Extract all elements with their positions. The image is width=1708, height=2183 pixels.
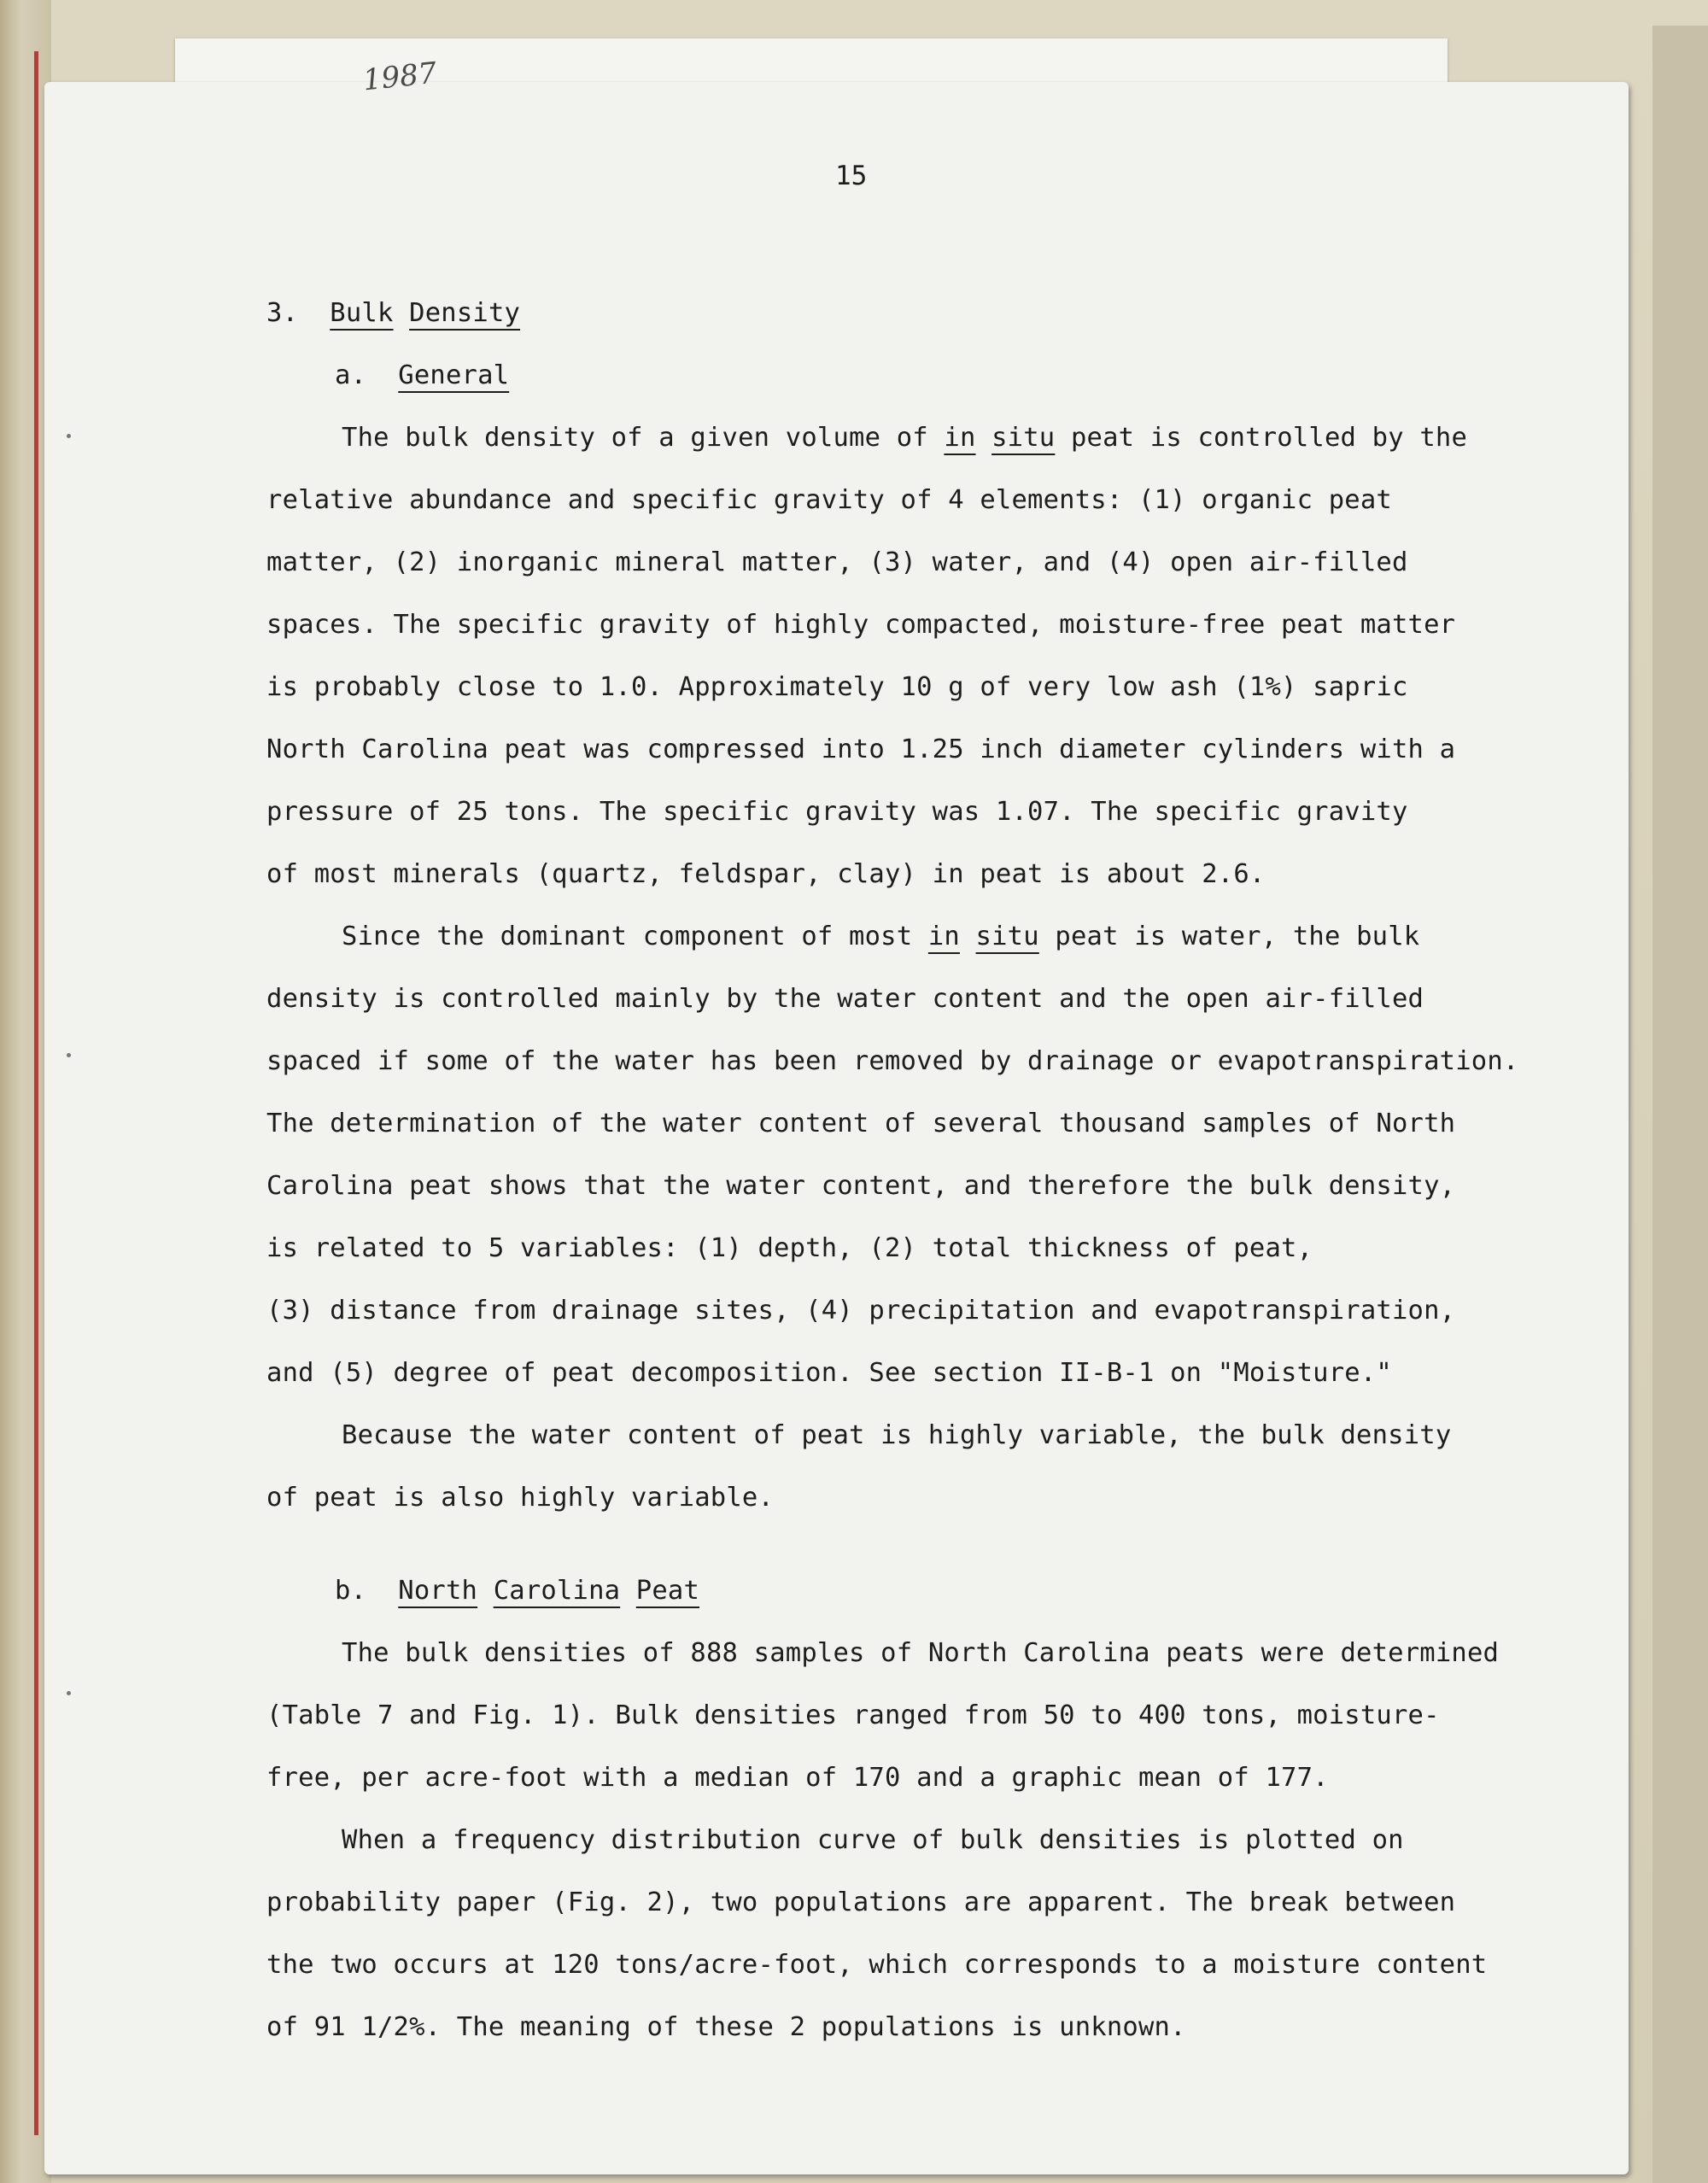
subsection-heading-general: a. General [335, 360, 510, 390]
paragraph-populations: When a frequency distribution curve of bulk densities is plotted on probability paper (Fig. 2), two populations are apparent. The break between the two occurs at 120 tons/acre-foot, which corresponds to a moisture content of 91 1/2%. The meaning of these 2 populations is unknown. [266, 1825, 1488, 2042]
punch-mark [67, 434, 71, 438]
paragraph-variability: Because the water content of peat is highly variable, the bulk density of peat is also highly variable. [266, 1420, 1452, 1513]
paragraph-specific-gravity: The bulk density of a given volume of in situ peat is controlled by the relative abundance and specific gravity of 4 elements: (1) organic peat matter, (2) inorganic mineral matter, (3) water, and (4) open air-filled spaces. The specific gravity of highly compacted, moisture-free peat matter is probably close to 1.0. Approximately 10 g of very low ash (1%) sapric North Carolina peat was compressed into 1.25 inch diameter cylinders with a pressure of 25 tons. The specific gravity was 1.07. The specific gravity of most minerals (quartz, feldspar, clay) in peat is about 2.6. [266, 423, 1468, 889]
binding-red-edge [34, 51, 38, 2135]
paragraph-sample-densities: The bulk densities of 888 samples of North Carolina peats were determined (Table 7 and Fig. 1). Bulk densities ranged from 50 to 400 tons, moisture- free, per acre-foot with a median of 170 and a graphic mean of 177. [266, 1638, 1500, 1793]
punch-mark [67, 1053, 71, 1057]
document-body [266, 282, 1519, 2058]
section-heading: 3. Bulk Density [266, 298, 521, 328]
subsection-heading-north-carolina-peat: b. North Carolina Peat [335, 1576, 700, 1606]
handwritten-note: 1987 [361, 56, 439, 98]
folder-cover-edge [1652, 26, 1708, 2183]
page-number: 15 [835, 161, 868, 191]
paragraph-water-content: Since the dominant component of most in situ peat is water, the bulk density is controlled mainly by the water content and the open air-filled spaced if some of the water has been removed by drainage or evapotranspiration. The determination of the water content of several thousand samples of North Carolina peat shows that the water content, and therefore the bulk density, is related to 5 variables: (1) depth, (2) total thickness of peat, (3) distance from drainage sites, (4) precipitation and evapotranspiration, and (5) degree of peat decomposition. See section II-B-1 on "Moisture." [266, 922, 1519, 1388]
punch-mark [67, 1691, 71, 1695]
